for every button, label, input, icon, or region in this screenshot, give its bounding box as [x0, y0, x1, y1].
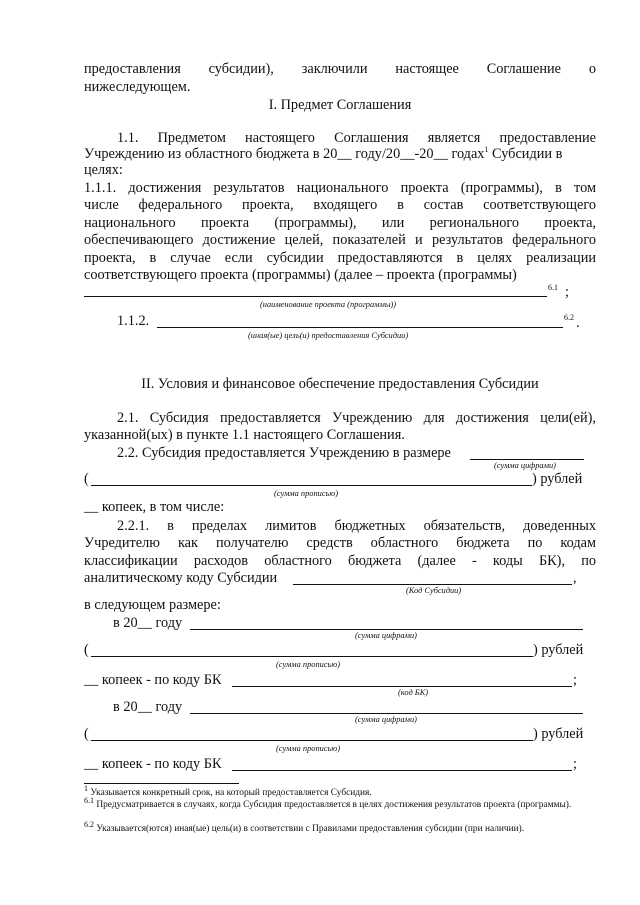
bk-code-field-1[interactable] [232, 686, 572, 687]
kop-line: __ копеек, в том числе: [84, 499, 225, 515]
rub-end-3: ) рублей [533, 726, 584, 742]
section-1-title: I. Предмет Соглашения [268, 97, 412, 113]
p11-line-3: целях: [84, 162, 123, 178]
year-label-1: в 20__ году [113, 615, 183, 631]
p221-line-1: 2.2.1. в пределах лимитов бюджетных обязательств, доведенных [117, 518, 596, 534]
kop-bk-2: __ копеек - по коду БК [84, 756, 222, 772]
intro-line-2: нижеследующем. [84, 79, 191, 95]
caption-sum-digits-1: (сумма цифрами) [494, 461, 556, 470]
p21-line-1: 2.1. Субсидия предоставляется Учреждению для достижения цели(ей), [117, 410, 596, 426]
p111-line-2: числе федерального проекта, входящего в состав соответствующего [84, 197, 596, 213]
intro-line-1: предоставления субсидии), заключили настоящее Соглашение о [84, 61, 596, 77]
p221-line-3: классификации расходов областного бюджета (далее - коды БК), по [84, 553, 596, 569]
p111-line-6: соответствующего проекта (программы) (далее – проекта (программы) [84, 267, 517, 283]
subsidy-code-field[interactable] [293, 584, 572, 585]
project-name-field[interactable] [84, 296, 547, 297]
caption-other-goal: (иная(ые) цель(и) предоставления Субсидии) [248, 331, 409, 340]
year-sum-digits-field-2[interactable] [190, 713, 583, 714]
year-label-2: в 20__ году [113, 699, 183, 715]
footnote-6-2: $^{6.2}$ Указывается(ются) иная(ые) цель(и) в соответствии с Правилами предоставления субсидии (при наличии). [84, 819, 525, 834]
p11-line-2: Учреждению из областного бюджета в 20__ году/20__-20__ годах$^1$ Субсидии в [84, 145, 563, 162]
sum-words-field[interactable] [91, 485, 532, 486]
footnote-6-1: $^{6.1}$ Предусматривается в случаях, когда Субсидия предоставляется в целях достижения результатов проекта (программы). [84, 795, 572, 810]
p221-line-2: Учредителю как получателю средств областного бюджета по кодам [84, 535, 596, 551]
kop-bk-1: __ копеек - по коду БК [84, 672, 222, 688]
p21-line-2: указанной(ых) в пункте 1.1 настоящего Соглашения. [84, 427, 405, 443]
p112-label: 1.1.2. [117, 313, 150, 329]
year-sum-words-field-2[interactable] [91, 740, 533, 741]
other-goal-field[interactable] [157, 327, 563, 328]
p221-line-4: аналитическому коду Субсидии [84, 570, 278, 586]
p112-end: . [576, 315, 580, 331]
kop-bk-end-2: ; [573, 756, 577, 772]
paren-open-2: ( [84, 642, 89, 658]
paren-open-1: ( [84, 471, 89, 487]
sum-digits-field[interactable] [470, 459, 584, 460]
p111-line-5: проекта, в случае если субсидии предоставляются в целях реализации [84, 250, 596, 266]
footnote-ref-6-1: 6.1 [548, 283, 558, 292]
year-sum-words-field-1[interactable] [91, 656, 533, 657]
p221-line-4-end: , [573, 570, 577, 586]
caption-code: (Код Субсидии) [406, 586, 462, 595]
caption-project-name: (наименование проекта (программы)) [260, 300, 397, 309]
footnote-1: $^1$ Указывается конкретный срок, на который предоставляется Субсидия. [84, 783, 372, 798]
rub-end-1: ) рублей [532, 471, 583, 487]
paren-open-3: ( [84, 726, 89, 742]
footnote-ref-6-2: 6.2 [564, 313, 574, 322]
p22-line-1: 2.2. Субсидия предоставляется Учреждению в размере [117, 445, 451, 461]
rub-end-2: ) рублей [533, 642, 584, 658]
year-sum-digits-field-1[interactable] [190, 629, 583, 630]
p111-end: ; [565, 284, 569, 300]
p111-line-1: 1.1.1. достижения результатов национального проекта (программы), в том [84, 180, 596, 196]
caption-sum-words-1: (сумма прописью) [274, 489, 339, 498]
p111-line-3: национального проекта (программы), или регионального проекта, [84, 215, 596, 231]
kop-bk-end-1: ; [573, 672, 577, 688]
p11-line-1: 1.1. Предметом настоящего Соглашения является предоставление [117, 130, 596, 146]
following-size: в следующем размере: [84, 597, 221, 613]
caption-sum-digits-2: (сумма цифрами) [355, 631, 417, 640]
footnote-ref-1: 1 [484, 145, 489, 155]
caption-sum-words-2: (сумма прописью) [276, 660, 341, 669]
caption-bk: (код БК) [398, 688, 429, 697]
section-2-title: II. Условия и финансовое обеспечение предоставления Субсидии [141, 376, 539, 392]
caption-sum-digits-3: (сумма цифрами) [355, 715, 417, 724]
footnote-divider [84, 783, 239, 784]
p111-line-4: обеспечивающего достижение целей, показателей и результатов федерального [84, 232, 596, 248]
bk-code-field-2[interactable] [232, 770, 572, 771]
caption-sum-words-3: (сумма прописью) [276, 744, 341, 753]
